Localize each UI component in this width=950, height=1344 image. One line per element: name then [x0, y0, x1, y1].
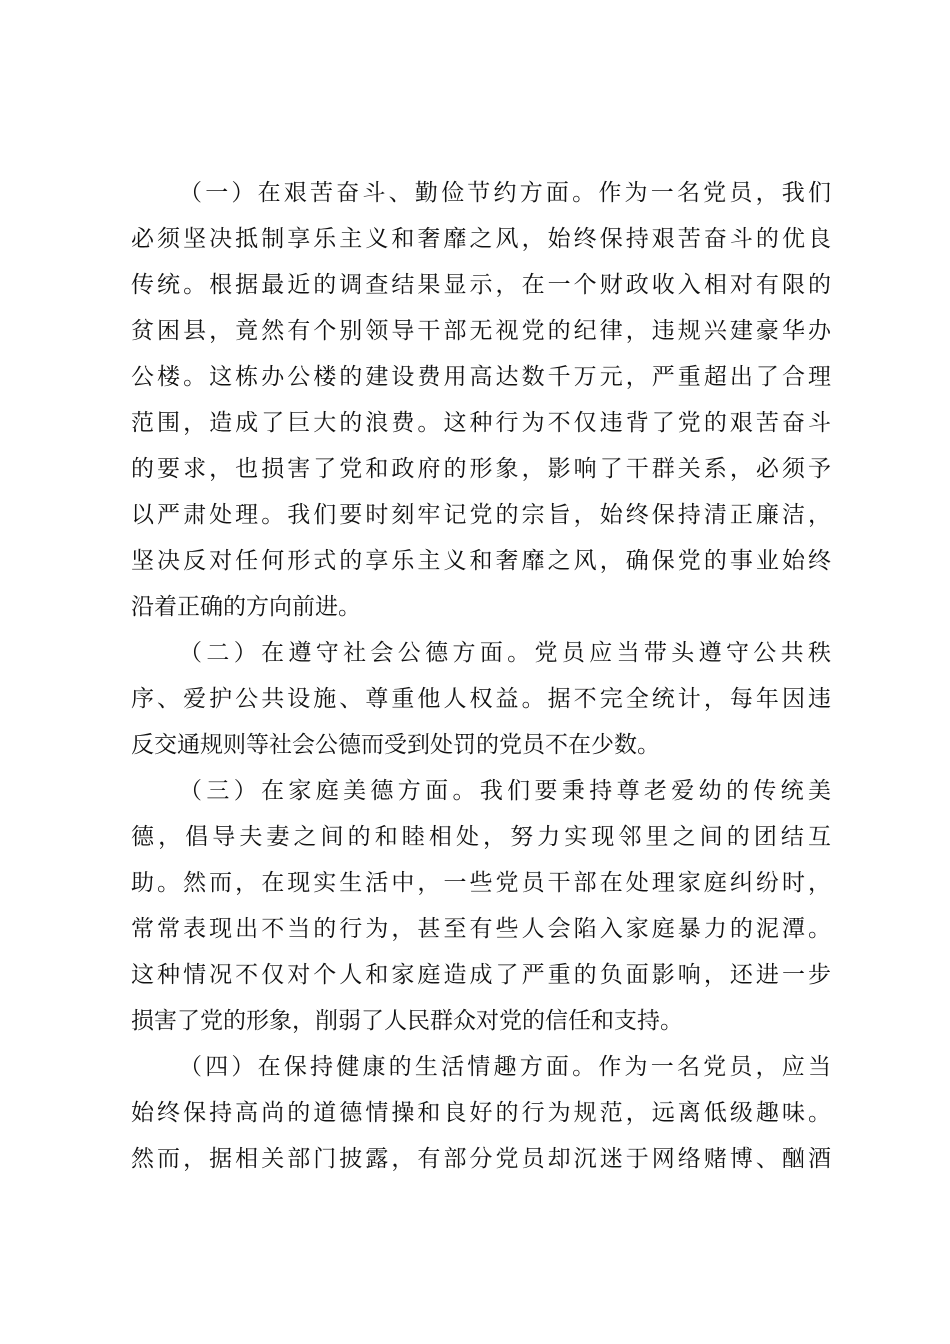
- paragraph-line: 这种情况不仅对个人和家庭造成了严重的负面影响，还进一步: [131, 962, 831, 988]
- paragraph-line: 序、爱护公共设施、尊重他人权益。据不完全统计，每年因违: [131, 686, 831, 712]
- paragraph-line: 贫困县，竟然有个别领导干部无视党的纪律，违规兴建豪华办: [131, 318, 831, 344]
- paragraph-line: 公楼。这栋办公楼的建设费用高达数千万元，严重超出了合理: [131, 364, 831, 390]
- paragraph-line: （一）在艰苦奋斗、勤俭节约方面。作为一名党员，我们: [179, 180, 831, 206]
- paragraph-line: （三）在家庭美德方面。我们要秉持尊老爱幼的传统美: [179, 778, 831, 804]
- paragraph-line: 然而，据相关部门披露，有部分党员却沉迷于网络赌博、酗酒: [131, 1146, 831, 1172]
- paragraph-line: 反交通规则等社会公德而受到处罚的党员不在少数。: [131, 732, 660, 758]
- paragraph-line: 范围，造成了巨大的浪费。这种行为不仅违背了党的艰苦奋斗: [131, 410, 831, 436]
- paragraph-line: 损害了党的形象，削弱了人民群众对党的信任和支持。: [131, 1008, 683, 1034]
- paragraph-line: （四）在保持健康的生活情趣方面。作为一名党员，应当: [179, 1054, 831, 1080]
- paragraph-line: （二）在遵守社会公德方面。党员应当带头遵守公共秩: [179, 640, 831, 666]
- paragraph-line: 的要求，也损害了党和政府的形象，影响了干群关系，必须予: [131, 456, 831, 482]
- paragraph-line: 助。然而，在现实生活中，一些党员干部在处理家庭纠纷时，: [131, 870, 831, 896]
- paragraph-line: 德，倡导夫妻之间的和睦相处，努力实现邻里之间的团结互: [131, 824, 831, 850]
- paragraph-line: 必须坚决抵制享乐主义和奢靡之风，始终保持艰苦奋斗的优良: [131, 226, 831, 252]
- paragraph-line: 始终保持高尚的道德情操和良好的行为规范，远离低级趣味。: [131, 1100, 831, 1126]
- paragraph-line: 以严肃处理。我们要时刻牢记党的宗旨，始终保持清正廉洁，: [131, 502, 831, 528]
- paragraph-line: 坚决反对任何形式的享乐主义和奢靡之风，确保党的事业始终: [131, 548, 831, 574]
- paragraph-line: 沿着正确的方向前进。: [131, 594, 361, 620]
- paragraph-line: 常常表现出不当的行为，甚至有些人会陷入家庭暴力的泥潭。: [131, 916, 831, 942]
- paragraph-line: 传统。根据最近的调查结果显示，在一个财政收入相对有限的: [131, 272, 831, 298]
